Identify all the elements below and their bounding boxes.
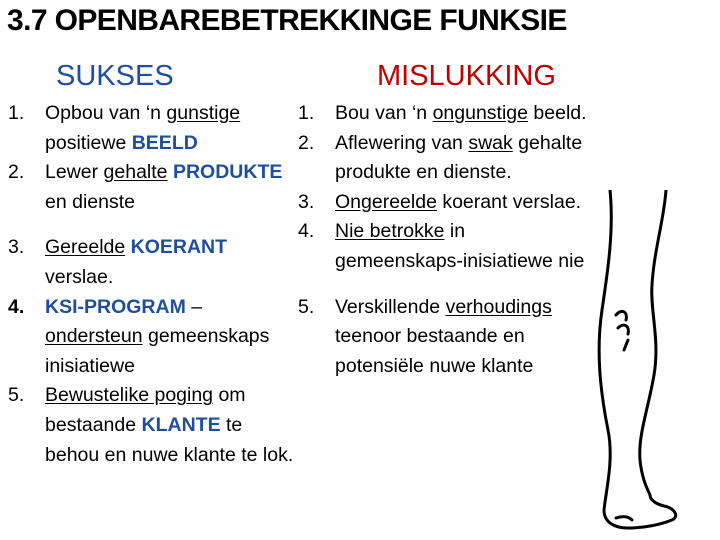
sukses-heading: SUKSES — [56, 60, 174, 92]
sukses-list — [8, 99, 298, 470]
leg-illustration-icon — [588, 190, 716, 535]
list-item: 5. Bewustelike poging om bestaande KLANTE te behou en nuwe klante te lok. — [8, 384, 294, 466]
list-item: 2. Lewer gehalte PRODUKTE en dienste — [8, 161, 283, 213]
mislukking-list — [298, 99, 598, 381]
list-item: 3. Gereelde KOERANT verslae. — [8, 236, 228, 288]
page-title: 3.7 OPENBAREBETREKKINGE FUNKSIE — [7, 4, 567, 37]
list-item: 1. Opbou van ‘n gunstige positiewe BEELD — [8, 102, 241, 154]
list-item: 4. KSI-PROGRAM – ondersteun gemeenskaps inisiatiewe — [8, 295, 270, 377]
list-item: 3. Ongereelde koerant verslae. — [298, 190, 582, 213]
list-item: 5. Verskillende verhoudings teenoor bestaande en potensiële nuwe klante — [298, 295, 552, 377]
list-item: 1. Bou van ‘n ongunstige beeld. — [298, 102, 587, 124]
list-item: 4. Nie betrokke in gemeenskaps-inisiatiewe nie — [298, 220, 585, 272]
mislukking-heading: MISLUKKING — [377, 60, 556, 92]
list-item: 2. Aflewering van swak gehalte produkte en dienste. — [298, 131, 583, 184]
